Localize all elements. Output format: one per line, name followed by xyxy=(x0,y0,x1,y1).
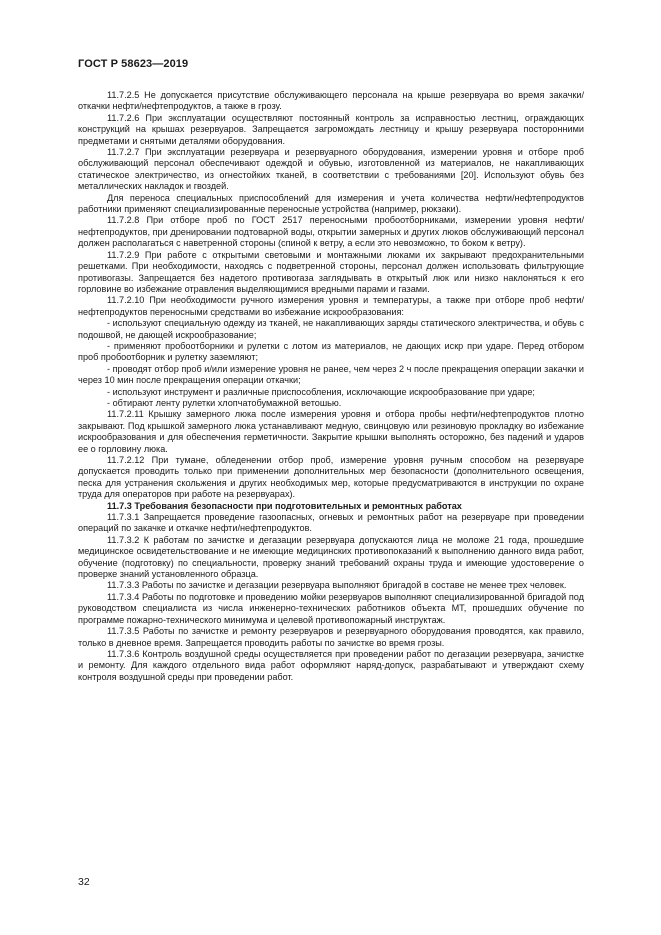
list-item: - проводят отбор проб и/или измерение уровня не ранее, чем через 2 ч после прекращения операции закачки и через 10 мин после прекращения операции откачки; xyxy=(78,363,584,386)
paragraph: 11.7.2.7 При эксплуатации резервуара и резервуарного оборудования, измерении уровня и отборе проб обслуживающий персонал обеспечивают одеждой и обувью, изготовленной из материалов, не накапливающих статическое электричество, из огнестойких тканей, в соответствии с требованиями [20]. Используют обувь без металлических накладок и гвоздей. xyxy=(78,147,584,192)
paragraph: 11.7.2.8 При отборе проб по ГОСТ 2517 переносными пробоотборниками, измерении уровня нефти/нефтепродуктов, при дренировании подтоварной воды, открытии замерных и других люков обслуживающий персонал должен располагаться с наветренной стороны (спиной к ветру, а если это невозможно, то боком к ветру). xyxy=(78,215,584,249)
document-header: ГОСТ Р 58623—2019 xyxy=(78,58,189,70)
list-item: - применяют пробоотборники и рулетки с лотом из материалов, не дающих искр при ударе. Перед отбором проб пробоотборник и рулетку заземляют; xyxy=(78,340,584,363)
paragraph: 11.7.3.3 Работы по зачистке и дегазации резервуара выполняют бригадой в составе не менее трех человек. xyxy=(107,580,567,591)
list-item: - используют инструмент и различные приспособления, исключающие искрообразование при ударе; xyxy=(107,386,535,397)
paragraph: 11.7.3.6 Контроль воздушной среды осуществляется при проведении работ по дегазации резервуара, зачистке и ремонту. Для каждого отдельного вида работ оформляют наряд-допуск, разрабатывают и утверждают схему контроля воздушной среды при проведении работ. xyxy=(78,648,584,682)
paragraph: 11.7.2.6 При эксплуатации осуществляют постоянный контроль за исправностью лестниц, ограждающих конструкций на крышах резервуаров. Запрещается загромождать лестницу и крышу резервуара посторонними предметами и снятыми деталями оборудования. xyxy=(78,112,584,146)
page-number: 32 xyxy=(78,876,90,888)
paragraph: 11.7.3.2 К работам по зачистке и дегазации резервуара допускаются лица не моложе 21 года, прошедшие медицинское освидетельствование и не имеющие медицинских противопоказаний к выполнению данного вида работ, обучение (подготовку) по специальности, проверку знаний требований охраны труда и имеющие удостоверение о проверке знаний установленного образца. xyxy=(78,534,584,580)
section-heading: 11.7.3 Требования безопасности при подготовительных и ремонтных работах xyxy=(107,500,462,511)
paragraph: 11.7.2.10 При необходимости ручного измерения уровня и температуры, а также при отборе проб нефти/нефтепродуктов переносными средствами во избежание искрообразования: xyxy=(78,295,584,317)
list-item: - обтирают ленту рулетки хлопчатобумажной ветошью. xyxy=(107,397,342,408)
paragraph: 11.7.2.5 Не допускается присутствие обслуживающего персонала на крыше резервуара во время закачки/откачки нефти/нефтепродуктов, а также в грозу. xyxy=(78,90,584,112)
paragraph: 11.7.2.9 При работе с открытыми световыми и монтажными люками их закрывают предохранительными решетками. При необходимости, находясь с подветренной стороны, персонал должен использовать фильтрующие противогазы. Запрещается без надетого противогаза заглядывать в открытый люк или низко наклоняться к его горловине во избежание отравления выделяющимися вредными парами и газами. xyxy=(78,249,584,294)
list-item: - используют специальную одежду из тканей, не накапливающих заряды статического электричества, и обувь с подошвой, не дающей искрообразование; xyxy=(78,318,584,340)
paragraph: 11.7.3.1 Запрещается проведение газоопасных, огневых и ремонтных работ на резервуаре при проведении операций по закачке и откачке нефти/нефтепродуктов. xyxy=(78,512,584,534)
paragraph: Для переноса специальных приспособлений для измерения и учета количества нефти/нефтепродуктов работники применяют специализированные переносные устройства (например, рюкзаки). xyxy=(78,192,584,215)
document-body xyxy=(78,90,584,683)
paragraph: 11.7.3.5 Работы по зачистке и ремонту резервуаров и резервуарного оборудования проводятся, как правило, только в дневное время. Запрещается проводить работы по зачистке во время грозы. xyxy=(78,626,584,648)
paragraph: 11.7.2.11 Крышку замерного люка после измерения уровня и отбора пробы нефти/нефтепродуктов плотно закрывают. Под крышкой замерного люка устанавливают медную, свинцовую или резиновую прокладку во избежание искрообразования и для обеспечения герметичности. Закрытие крышки выполнять осторожно, без падений и ударов ее о горловину люка. xyxy=(78,409,584,454)
paragraph: 11.7.2.12 При тумане, обледенении отбор проб, измерение уровня ручным способом на резервуаре допускается проводить только при применении дополнительных мер безопасности (дополнительного освещения, песка для устранения скольжения и других необходимых мер, которые предусматриваются в инструкции по охране труда для операторов при работе на резервуарах). xyxy=(78,455,584,500)
paragraph: 11.7.3.4 Работы по подготовке и проведению мойки резервуаров выполняют специализированной бригадой под руководством специалиста из числа инженерно-технических работников объекта МТ, прошедших обучение по программе пожарно-технического минимума и целевой противопожарный инструктаж. xyxy=(78,591,584,625)
